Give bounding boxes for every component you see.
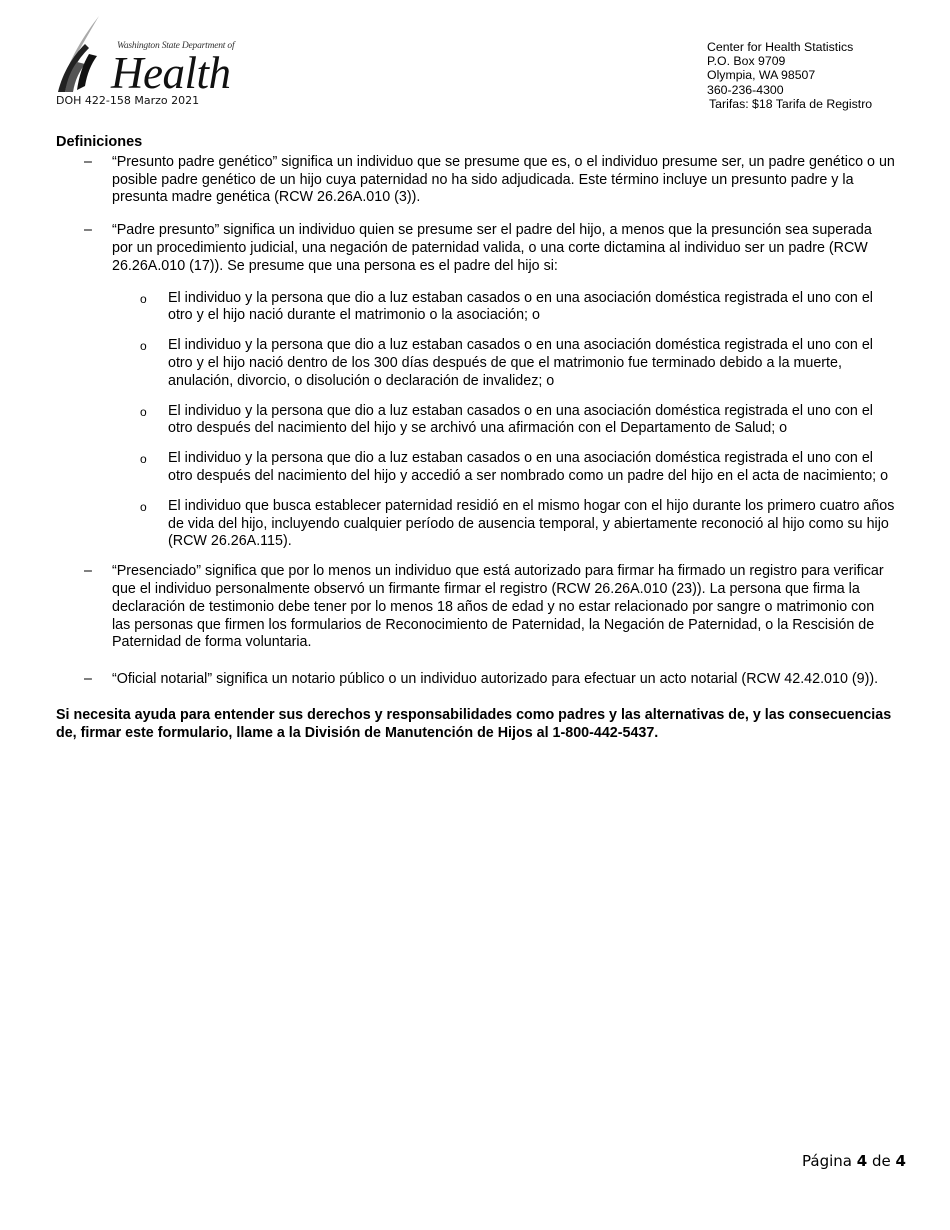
definition-text: “Presunto padre genético” significa un individuo que se presume que es, o el individuo presume ser, un padre genético o un posible padre genético de un hijo cuya paternidad no ha sido adjudicada. Este término incluye un presunto padre y la presunta madre genética (RCW 26.26A.010 (3)). bbox=[112, 153, 895, 206]
page-label: Página bbox=[802, 1152, 852, 1170]
list-item bbox=[112, 337, 896, 390]
list-item-text: El individuo y la persona que dio a luz estaban casados o en una asociación doméstica registrada el uno con el otro después del nacimiento del hijo y se archivó una afirmación con el Departamento de Salud; o bbox=[168, 402, 873, 437]
definition-text: “Padre presunto” significa un individuo quien se presume ser el padre del hijo, a menos que la presunción sea superada por un procedimiento judicial, una negación de paternidad valida, o una corte dictamina al individuo ser un padre (RCW 26.26A.010 (17)). Se presume que una persona es el padre del hijo si: bbox=[112, 222, 872, 274]
definition-item bbox=[56, 671, 896, 689]
definitions-section bbox=[56, 134, 896, 743]
list-item bbox=[112, 290, 896, 326]
list-item-text: El individuo que busca establecer paternidad residió en el mismo hogar con el hijo durante los primero cuatro años de vida del hijo, incluyendo cualquier período de ausencia temporal, y abiertamente reconoció al hijo como su hijo (RCW 26.26A.115). bbox=[168, 497, 895, 550]
form-number: DOH 422-158 Marzo 2021 bbox=[56, 94, 200, 107]
page-current: 4 bbox=[856, 1152, 868, 1170]
page-number bbox=[802, 1152, 906, 1170]
dash-bullet: – bbox=[84, 153, 92, 170]
dash-bullet: – bbox=[84, 222, 92, 239]
page-of: de bbox=[871, 1152, 891, 1170]
logo-department: Washington State Department of bbox=[117, 41, 235, 51]
list-item-text: El individuo y la persona que dio a luz estaban casados o en una asociación doméstica registrada el uno con el otro después del nacimiento del hijo y accedió a ser nombrado como un padre del hijo en el acta de nacimiento; o bbox=[168, 450, 889, 484]
definition-item bbox=[56, 154, 896, 207]
address-fee: Tarifas: $18 Tarifa de Registro bbox=[709, 96, 873, 111]
address-line: Olympia, WA 98507 bbox=[707, 68, 816, 83]
definitions-heading: Definiciones bbox=[56, 134, 143, 150]
list-item bbox=[112, 403, 896, 439]
list-item bbox=[112, 450, 896, 486]
list-item bbox=[112, 498, 896, 551]
list-item-text: El individuo y la persona que dio a luz estaban casados o en una asociación doméstica registrada el uno con el otro y el hijo nació dentro de los 300 días después de que el matrimonio fue terminado debido a la muerte, anulación, divorcio, o disolución o declaración de invalidez; o bbox=[168, 337, 873, 389]
definition-text: “Presenciado” significa que por lo menos un individuo que está autorizado para firmar ha firmado un registro para verificar que el individuo personalmente observó un firmante firmar el registro (RCW 26.26A.010 (23)). La persona que firma la declaración de testimonio debe tener por lo menos 18 años de edad y no estar relacionado por sangre o matrimonio con las personas que firmen los formularios de Reconocimiento de Paternidad, la Negación de Paternidad, o la Rescisión de Paternidad de forma voluntaria. bbox=[112, 563, 884, 651]
page-total: 4 bbox=[895, 1152, 906, 1170]
definition-item bbox=[56, 563, 896, 652]
dash-bullet: – bbox=[84, 671, 92, 688]
help-note: Si necesita ayuda para entender sus derechos y responsabilidades como padres y las alternativas de, y las consecuencias de, firmar este formulario, llame a la División de Manutención de Hijos al 1-800-442-5437. bbox=[56, 706, 892, 741]
address-line: P.O. Box 9709 bbox=[707, 54, 786, 69]
logo-health-wordmark: Health bbox=[111, 48, 231, 98]
address-phone: 360-236-4300 bbox=[707, 82, 784, 97]
circle-bullet: o bbox=[140, 452, 147, 467]
definition-item bbox=[56, 222, 896, 551]
address-block bbox=[707, 40, 872, 111]
circle-bullet: o bbox=[140, 499, 147, 514]
definition-text: “Oficial notarial” significa un notario público o un individuo autorizado para efectuar un acto notarial (RCW 42.42.010 (9)). bbox=[112, 671, 879, 688]
list-item-text: El individuo y la persona que dio a luz estaban casados o en una asociación doméstica registrada el uno con el otro y el hijo nació durante el matrimonio o la asociación; o bbox=[168, 289, 873, 324]
address-line: Center for Health Statistics bbox=[707, 40, 854, 54]
circle-bullet: o bbox=[140, 404, 147, 419]
circle-bullet: o bbox=[140, 291, 147, 306]
doh-logo bbox=[55, 14, 255, 96]
dash-bullet: – bbox=[84, 563, 92, 580]
circle-bullet: o bbox=[140, 339, 147, 354]
presumption-list bbox=[112, 290, 896, 552]
